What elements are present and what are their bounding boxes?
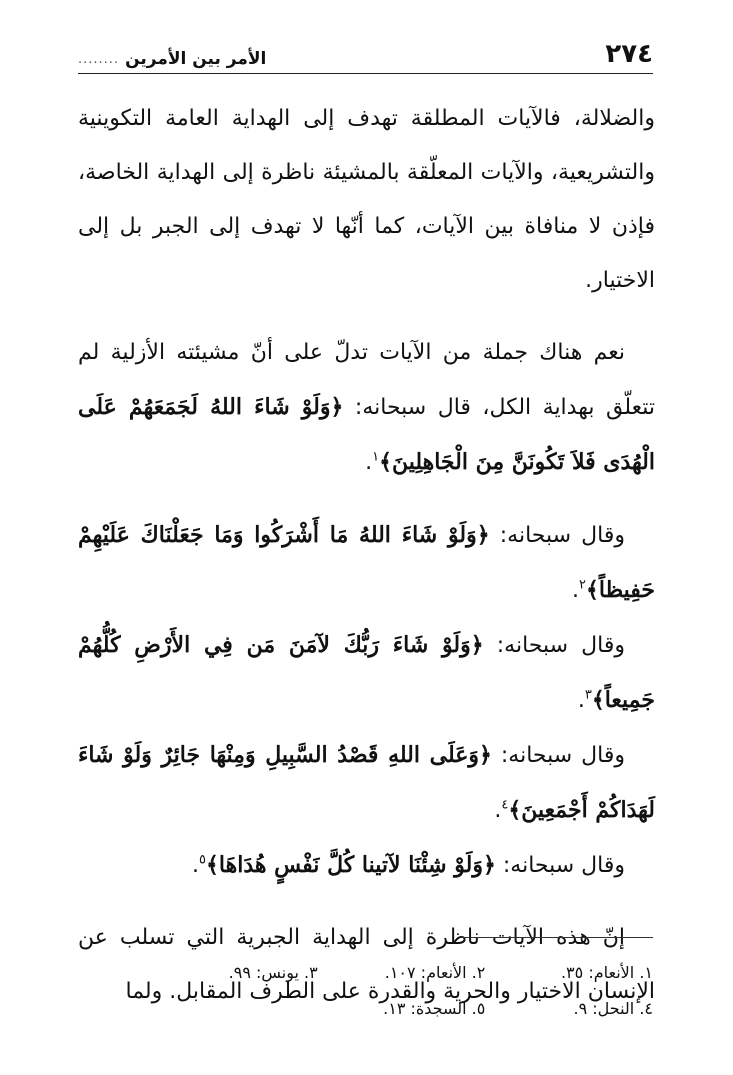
footnote-ref[interactable]: ١ (372, 449, 380, 465)
quran-verse: ﴿وَلَوْ شَاءَ اللهُ مَا أَشْرَكُوا وَمَا جَعَلْنَاكَ عَلَيْهِمْ حَفِيظاً﴾ (78, 522, 655, 603)
page-body (78, 92, 655, 1019)
footnotes (150, 955, 653, 1027)
footnote-item: ٥. السجدة: ١٣. (383, 999, 486, 1018)
quran-verse: ﴿وَلَوْ شَاءَ اللهُ لَجَمَعَهُمْ عَلَى الْهُدَى فَلاَ تَكُونَنَّ مِنَ الْجَاهِلِينَ﴾ (78, 394, 655, 475)
footnote-item: ٢. الأنعام: ١٠٧. (384, 963, 486, 982)
quran-verse: ﴿وَعَلَى اللهِ قَصْدُ السَّبِيلِ وَمِنْهَا جَائِرٌ وَلَوْ شَاءَ لَهَدَاكُمْ أَجْمَعِينَ﴾ (78, 742, 655, 823)
paragraph-2 (78, 326, 655, 490)
footnote-item (150, 991, 318, 1027)
quote-intro: وقال سبحانه: (499, 523, 626, 548)
running-title (78, 49, 266, 69)
page-header (78, 34, 653, 74)
verse-tail: . (365, 450, 373, 475)
verse-tail: . (494, 798, 502, 823)
quote-intro: وقال سبحانه: (502, 853, 625, 878)
text-line: والتشريعية، والآيات المعلّقة بالمشيئة ناظرة إلى الهداية (156, 160, 655, 185)
text-line: الخاصة، فإذن لا منافاة بين الآيات، كما أنّها لا تهدف إلى الجبر (78, 160, 655, 239)
paragraph-6 (78, 838, 655, 893)
footnote-ref[interactable]: ٥ (199, 852, 207, 868)
footnote-item: ١. الأنعام: ٣٥. (560, 963, 653, 982)
footnote-ref[interactable]: ٢ (579, 577, 586, 593)
running-title-text: الأمر بين الأمرين (125, 49, 267, 69)
paragraph-5 (78, 728, 655, 838)
text-line: إنّ هذه الآيات ناظرة إلى الهداية الجبرية التي تسلب عن (78, 925, 625, 950)
footnote-ref[interactable]: ٣ (584, 687, 592, 703)
text-line: بل إلى الاختيار. (78, 214, 655, 293)
paragraph-3 (78, 508, 655, 618)
footnote-item: ٣. يونس: ٩٩. (228, 963, 318, 982)
quote-intro: نعم هناك جملة من الآيات تدلّ على أنّ مشيئته الأزلية لم تتعلّق بهداية الكل، قال سبحانه: (78, 340, 655, 420)
verse-tail: . (192, 853, 200, 878)
page-number: ٢٧٤ (605, 39, 653, 69)
paragraph-1 (78, 92, 655, 308)
footnote-row (150, 955, 653, 991)
text-line: والضلالة، فالآيات المطلقة تهدف إلى الهداية العامة التكوينية (78, 106, 655, 131)
quote-intro: وقال سبحانه: (496, 633, 625, 658)
footnote-item: ٤. النحل: ٩. (573, 999, 653, 1018)
text-line: الإنسان الاختيار والحرية والقدرة على الطرف المقابل. ولما (125, 979, 655, 1004)
quote-intro: وقال سبحانه: (500, 743, 625, 768)
footnote-separator (461, 937, 653, 938)
title-leader-dots: ........ (78, 51, 120, 67)
quran-verse: ﴿وَلَوْ شَاءَ رَبُّكَ لآمَنَ مَن فِي الأَرْضِ كُلُّهُمْ جَمِيعاً﴾ (78, 632, 655, 713)
quran-verse: ﴿وَلَوْ شِئْنَا لآتينا كُلَّ نَفْسٍ هُدَاهَا﴾ (206, 852, 496, 878)
verse-tail: . (577, 688, 585, 713)
footnote-row (150, 991, 653, 1027)
paragraph-4 (78, 618, 655, 728)
verse-tail: . (572, 578, 579, 603)
footnote-ref[interactable]: ٤ (501, 797, 509, 813)
